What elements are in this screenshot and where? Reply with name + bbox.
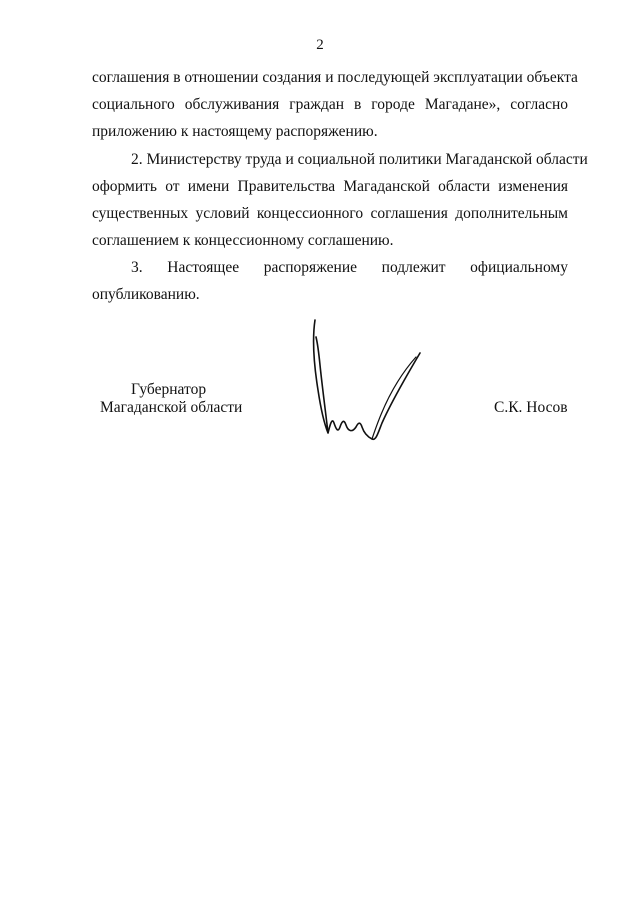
page-number: 2	[316, 37, 324, 53]
paragraph-line: соглашения в отношении создания и последующей эксплуатации объекта	[92, 69, 578, 86]
signatory-name: С.К. Носов	[494, 399, 568, 416]
paragraph-line: социального обслуживания граждан в городе Магадане», согласно	[92, 96, 568, 113]
handwritten-signature	[300, 315, 430, 475]
signatory-position-line2: Магаданской области	[100, 399, 243, 416]
signatory-position-line1: Губернатор	[131, 381, 207, 398]
paragraph-line: существенных условий концессионного соглашения дополнительным	[92, 205, 568, 222]
paragraph-line: соглашением к концессионному соглашению.	[92, 232, 394, 249]
paragraph-line: 2. Министерству труда и социальной политики Магаданской области	[131, 151, 588, 168]
paragraph-line: опубликованию.	[92, 286, 200, 303]
paragraph-line: 3. Настоящее распоряжение подлежит официальному	[131, 259, 568, 276]
paragraph-line: оформить от имени Правительства Магаданской области изменения	[92, 178, 568, 195]
paragraph-line: приложению к настоящему распоряжению.	[92, 123, 378, 140]
